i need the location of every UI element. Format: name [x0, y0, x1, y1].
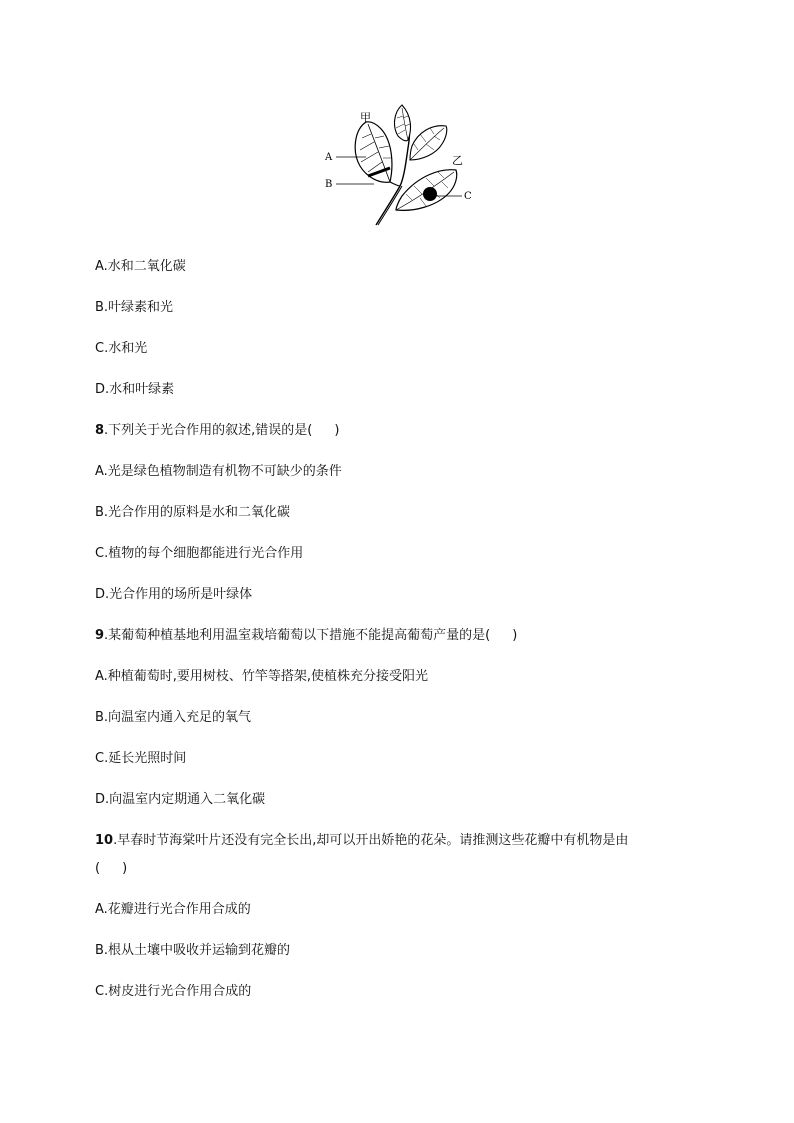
- q7-option-b: B.叶绿素和光: [95, 300, 174, 315]
- q9-option-a: A.种植葡萄时,要用树枝、竹竿等搭架,使植株充分接受阳光: [95, 669, 429, 684]
- q10-number: 10: [95, 833, 114, 848]
- q8-option-a: A.光是绿色植物制造有机物不可缺少的条件: [95, 464, 342, 479]
- q9-stem-text: .某葡萄种植基地利用温室栽培葡萄以下措施不能提高葡萄产量的是(: [104, 628, 491, 643]
- q10-open-paren: (: [95, 861, 101, 876]
- q10-answer-line: [95, 860, 127, 878]
- q8-option-b: B.光合作用的原料是水和二氧化碳: [95, 505, 291, 520]
- label-jia: 甲: [360, 111, 371, 124]
- q10-stem: [95, 832, 628, 850]
- label-a: A: [325, 152, 333, 163]
- q9-option-d: D.向温室内定期通入二氧化碳: [95, 792, 266, 807]
- q9-option-b: B.向温室内通入充足的氧气: [95, 710, 252, 725]
- q8-stem-text: .下列关于光合作用的叙述,错误的是(: [104, 423, 313, 438]
- label-c: C: [464, 191, 472, 202]
- q10-option-a: A.花瓣进行光合作用合成的: [95, 902, 251, 917]
- q9-option-c: C.延长光照时间: [95, 751, 187, 766]
- q8-number: 8: [95, 423, 105, 438]
- leaf-diagram: [318, 100, 478, 230]
- q10-option-b: B.根从土壤中吸收并运输到花瓣的: [95, 943, 291, 958]
- q10-stem-text: .早春时节海棠叶片还没有完全长出,却可以开出娇艳的花朵。请推测这些花瓣中有机物是由: [113, 833, 629, 848]
- label-yi: 乙: [452, 154, 463, 167]
- label-b: B: [325, 179, 333, 190]
- leaf-diagram-svg: [318, 100, 478, 230]
- q8-stem: [95, 422, 339, 440]
- spot-c: [423, 187, 437, 201]
- q9-close-paren: ): [512, 628, 518, 643]
- q10-option-c: C.树皮进行光合作用合成的: [95, 984, 252, 999]
- leaf-jia-petiole: [390, 182, 400, 186]
- q7-option-c: C.水和光: [95, 341, 148, 356]
- q7-option-d: D.水和叶绿素: [95, 382, 175, 397]
- q8-option-d: D.光合作用的场所是叶绿体: [95, 587, 253, 602]
- q9-number: 9: [95, 628, 105, 643]
- q9-stem: [95, 627, 517, 645]
- q7-option-a: A.水和二氧化碳: [95, 259, 186, 274]
- q8-option-c: C.植物的每个细胞都能进行光合作用: [95, 546, 304, 561]
- q8-close-paren: ): [334, 423, 340, 438]
- q10-close-paren: ): [122, 861, 128, 876]
